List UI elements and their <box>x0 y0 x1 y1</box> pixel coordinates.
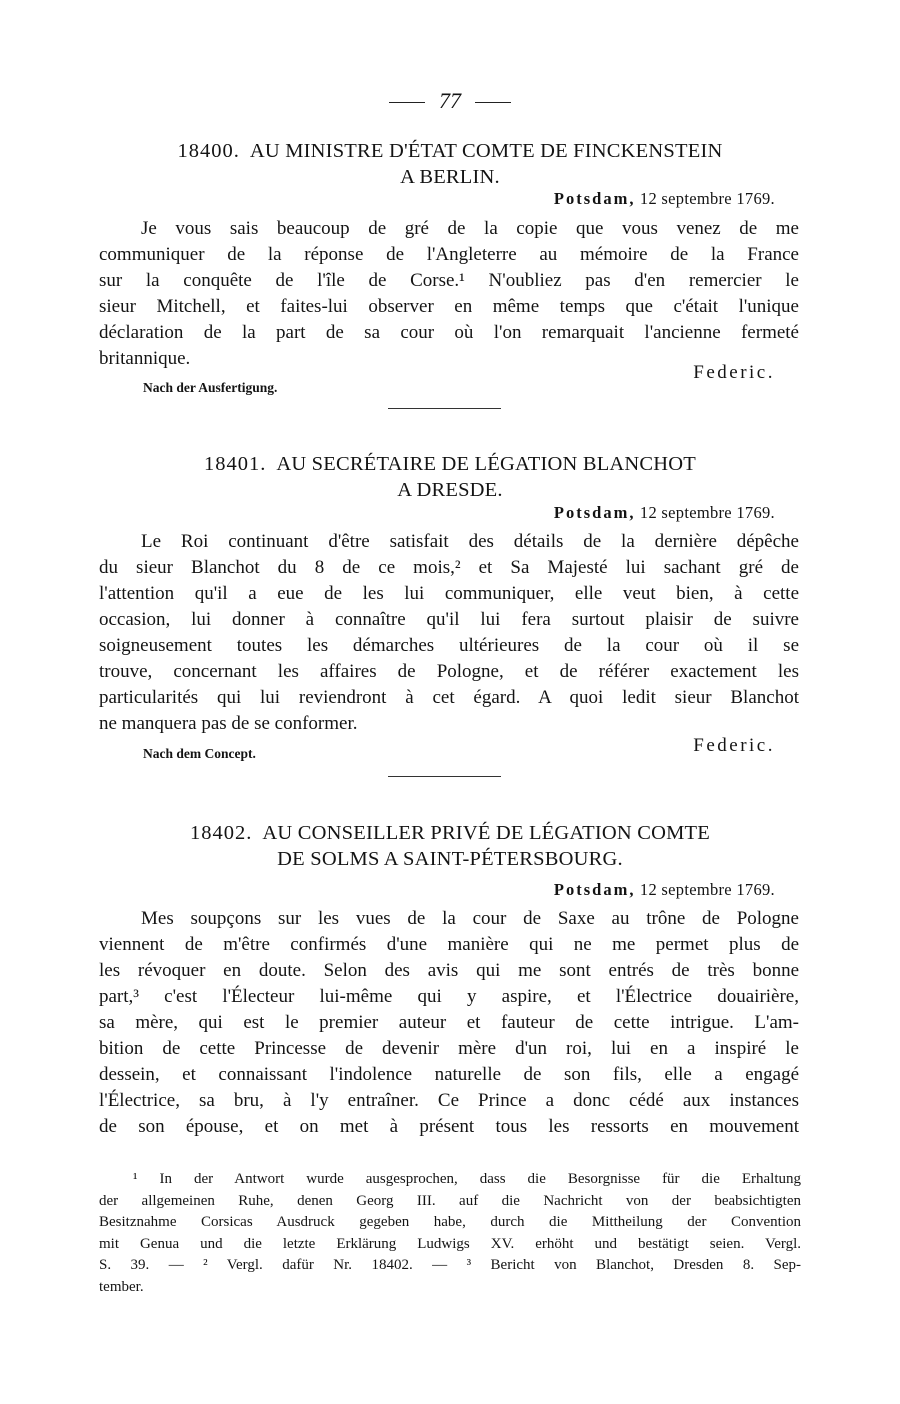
body-line: britannique. <box>99 348 191 369</box>
letter-number: 18402. <box>190 822 253 844</box>
letter-number: 18401. <box>203 453 267 475</box>
body-line: Je vous sais beaucoup de gré de la copie que vous venez de me <box>141 218 799 239</box>
letter-dateline <box>554 880 775 900</box>
date-text: 12 septembre 1769. <box>639 880 775 899</box>
source-note: Nach der Ausfertigung. <box>143 380 278 395</box>
letter-heading <box>100 820 800 872</box>
body-line: sieur Mitchell, et faites-lui observer en même temps que c'était l'unique <box>99 296 799 317</box>
letter-dateline <box>554 503 775 523</box>
date-text: 12 septembre 1769. <box>639 189 775 208</box>
page-number-text: 77 <box>439 88 461 113</box>
date-text: 12 septembre 1769. <box>639 503 775 522</box>
signature: Federic. <box>693 735 775 756</box>
letter-recipient-place: DE SOLMS A SAINT-PÉTERSBOURG. <box>277 848 623 870</box>
page-number-dash-right <box>475 102 511 103</box>
body-line: l'attention qu'il a eue de les lui communiquer, elle veut bien, à cette <box>99 583 799 604</box>
signature: Federic. <box>693 362 775 383</box>
body-line: sur la conquête de l'île de Corse.¹ N'oubliez pas d'en remercier le <box>99 270 799 291</box>
letter-recipient: AU CONSEILLER PRIVÉ DE LÉGATION COMTE <box>262 822 710 844</box>
page-number-dash-left <box>389 102 425 103</box>
body-line: soigneusement toutes les démarches ultérieures de la cour où il se <box>99 635 799 656</box>
date-place: Potsdam, <box>553 880 636 899</box>
letter-recipient: AU SECRÉTAIRE DE LÉGATION BLANCHOT <box>276 453 697 475</box>
footnote-line: der allgemeinen Ruhe, denen Georg III. auf die Nachricht von der beabsichtigten <box>99 1192 801 1209</box>
letter-body <box>99 216 799 372</box>
date-place: Potsdam, <box>553 189 636 208</box>
letter-body <box>99 529 799 737</box>
letter-heading <box>100 451 800 503</box>
body-line: de son épouse, et on met à présent tous les ressorts en mouvement <box>99 1116 799 1137</box>
body-line: sa mère, qui est le premier auteur et fauteur de cette intrigue. L'am- <box>99 1012 799 1033</box>
footnote-line: mit Genua und die letzte Erklärung Ludwigs XV. erhöht und bestätigt seien. Vergl. <box>99 1235 801 1252</box>
letter-body <box>99 906 799 1140</box>
letter-number: 18400. <box>177 140 240 162</box>
body-line: occasion, lui donner à connaître qu'il lui fera surtout plaisir de suivre <box>99 609 799 630</box>
section-divider <box>388 776 501 777</box>
body-line: viennent de m'être confirmés d'une manière qui ne me permet plus de <box>99 934 799 955</box>
body-line: Le Roi continuant d'être satisfait des détails de la dernière dépêche <box>141 531 799 552</box>
footnote-line: ¹ In der Antwort wurde ausgesprochen, dass die Besorgnisse für die Erhaltung <box>133 1171 801 1187</box>
letter-recipient-place: A DRESDE. <box>397 479 503 501</box>
body-line: les révoquer en doute. Selon des avis qui me sont entrés de très bonne <box>99 960 799 981</box>
footnote-line: Besitznahme Corsicas Ausdruck gegeben habe, durch die Mittheilung der Convention <box>99 1214 801 1230</box>
body-line: bition de cette Princesse de devenir mère d'un roi, lui en a inspiré le <box>99 1038 799 1059</box>
letter-recipient: AU MINISTRE D'ÉTAT COMTE DE FINCKENSTEIN <box>249 140 723 162</box>
body-line: part,³ c'est l'Électeur lui-même qui y aspire, et l'Électrice douairière, <box>99 986 799 1007</box>
page-number <box>0 88 900 114</box>
date-place: Potsdam, <box>553 503 636 522</box>
letter-dateline <box>554 189 775 209</box>
body-line: communiquer de la réponse de l'Angleterre au mémoire de la France <box>99 244 799 265</box>
footnote-line: tember. <box>99 1278 144 1295</box>
body-line: dessein, et connaissant l'indolence naturelle de son fils, elle a engagé <box>99 1064 799 1085</box>
source-note: Nach dem Concept. <box>143 746 256 761</box>
footnotes <box>99 1169 801 1298</box>
body-line: du sieur Blanchot du 8 de ce mois,² et Sa Majesté lui sachant gré de <box>99 557 799 578</box>
section-divider <box>388 408 501 409</box>
body-line: déclaration de la part de sa cour où l'on remarquait l'ancienne fermeté <box>99 322 799 343</box>
letter-heading <box>100 138 800 190</box>
body-line: Mes soupçons sur les vues de la cour de Saxe au trône de Pologne <box>141 908 799 929</box>
letter-recipient-place: A BERLIN. <box>400 166 500 188</box>
body-line: ne manquera pas de se conformer. <box>99 713 358 734</box>
body-line: trouve, concernant les affaires de Pologne, et de référer exactement les <box>99 661 799 682</box>
body-line: l'Électrice, sa bru, à l'y entraîner. Ce Prince a donc cédé aux instances <box>99 1090 799 1111</box>
body-line: particularités qui lui reviendront à cet égard. A quoi ledit sieur Blanchot <box>99 687 799 708</box>
footnote-line: S. 39. — ² Vergl. dafür Nr. 18402. — ³ Bericht von Blanchot, Dresden 8. Sep- <box>99 1257 801 1273</box>
